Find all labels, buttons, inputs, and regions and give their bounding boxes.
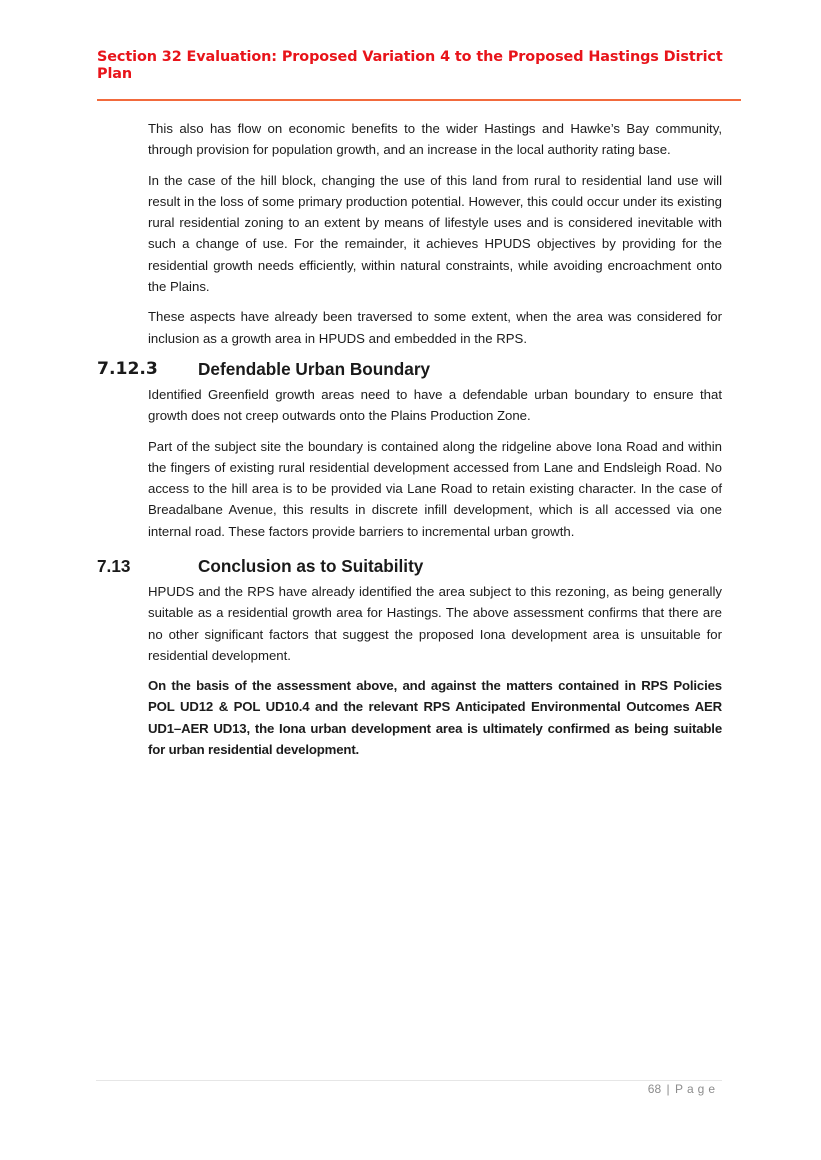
intro-text <box>148 118 722 358</box>
paragraph: These aspects have already been traversed to some extent, when the area was considered for inclusion as a growth area in HPUDS and embedded in the RPS. <box>148 309 722 346</box>
footer-divider <box>96 1080 722 1081</box>
paragraph: HPUDS and the RPS have already identified the area subject to this rezoning, as being generally suitable as a residential growth area for Hastings. The above assessment confirms that there are no other significant factors that suggest the proposed Iona development area is unsuitable for residential development. <box>148 584 722 663</box>
page-label: Page <box>674 1082 719 1096</box>
section-body-7-12-3 <box>148 384 722 551</box>
document-title: Section 32 Evaluation: Proposed Variation 4 to the Proposed Hastings District Plan <box>97 49 723 82</box>
section-heading-7-13 <box>97 555 423 577</box>
paragraph: Identified Greenfield growth areas need to have a defendable urban boundary to ensure that growth does not creep outwards onto the Plains Production Zone. <box>148 387 722 424</box>
section-number: 7.13 <box>97 556 131 576</box>
section-number: 7.12.3 <box>97 359 158 379</box>
page-number-footer <box>648 1082 719 1096</box>
page-header <box>97 49 741 83</box>
paragraph: Part of the subject site the boundary is contained along the ridgeline above Iona Road and within the fingers of existing rural residential development accessed from Lane and Endsleigh Road. No access to the hill area is to be provided via Lane Road to retain existing character. In the case of Breadalbane Avenue, this results in discrete infill development, which is all accessed via one internal road. These factors provide barriers to incremental urban growth. <box>148 438 722 539</box>
footer-separator: | <box>666 1082 670 1096</box>
section-title: Conclusion as to Suitability <box>198 556 424 576</box>
section-title: Defendable Urban Boundary <box>198 359 431 379</box>
paragraph: In the case of the hill block, changing the use of this land from rural to residential land use will result in the loss of some primary production potential. However, this could occur under its existing rural residential zoning to an extent by means of lifestyle uses and is considered inevitable with such a change of use. For the remainder, it achieves HPUDS objectives by providing for the residential growth needs efficiently, within natural constraints, while avoiding encroachment onto the Plains. <box>148 172 722 295</box>
page-number: 68 <box>647 1082 662 1096</box>
conclusion-statement: On the basis of the assessment above, and against the matters contained in RPS Policies POL UD12 & POL UD10.4 and the relevant RPS Anticipated Environmental Outcomes AER UD1–AER UD13, the Iona urban development area is ultimately confirmed as being suitable for urban residential development. <box>148 678 722 758</box>
section-body-7-13 <box>148 581 722 769</box>
section-heading-7-12-3 <box>97 358 430 380</box>
paragraph: This also has flow on economic benefits to the wider Hastings and Hawke’s Bay community, through provision for population growth, and an increase in the local authority rating base. <box>148 121 722 158</box>
header-divider <box>97 99 741 101</box>
